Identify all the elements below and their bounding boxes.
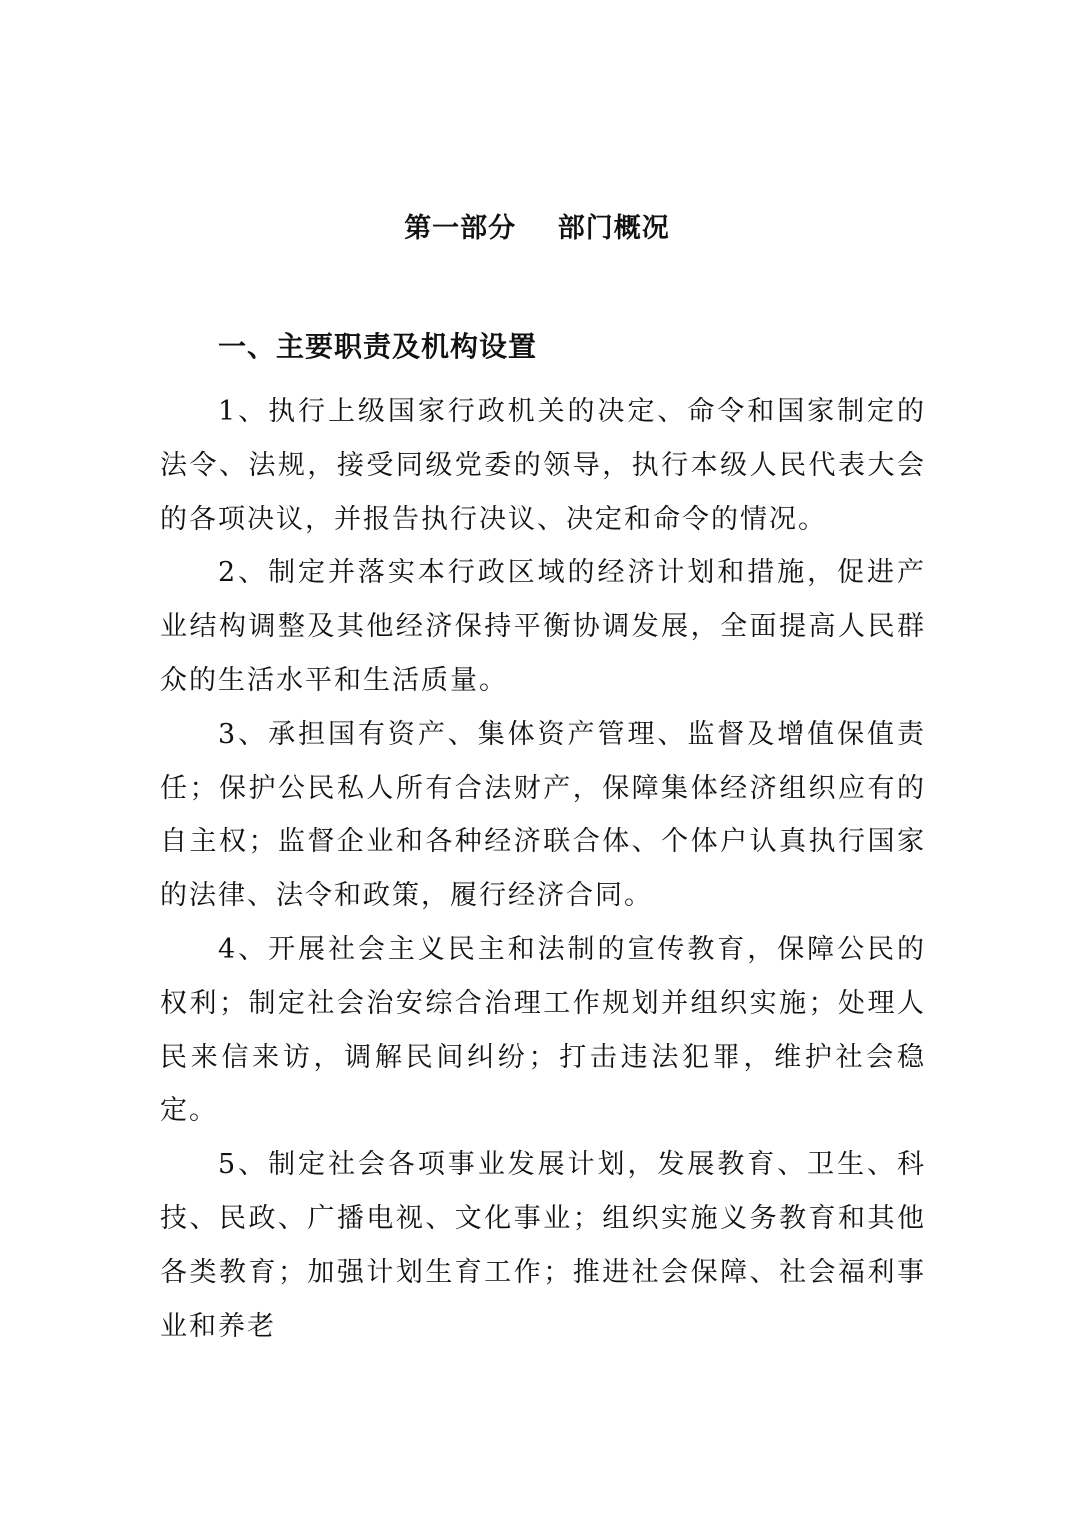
paragraph-3: 3、承担国有资产、集体资产管理、监督及增值保值责任；保护公民私人所有合法财产，保障集体经济组织应有的自主权；监督企业和各种经济联合体、个体户认真执行国家的法律、法令和政策，履行经济合同。 [160,718,926,912]
paragraph-5: 5、制定社会各项事业发展计划，发展教育、卫生、科技、民政、广播电视、文化事业；组织实施义务教育和其他各类教育；加强计划生育工作；推进社会保障、社会福利事业和养老 [160,1149,926,1342]
body-text [160,385,926,1353]
page-title: 第一部分 部门概况 [404,213,670,244]
paragraph-2: 2、制定并落实本行政区域的经济计划和措施，促进产业结构调整及其他经济保持平衡协调发展，全面提高人民群众的生活水平和生活质量。 [160,557,926,696]
paragraph-1: 1、执行上级国家行政机关的决定、命令和国家制定的法令、法规，接受同级党委的领导，执行本级人民代表大会的各项决议，并报告执行决议、决定和命令的情况。 [160,396,926,535]
section-heading: 一、主要职责及机构设置 [218,330,538,363]
paragraph-4: 4、开展社会主义民主和法制的宣传教育，保障公民的权利；制定社会治安综合治理工作规划并组织实施；处理人民来信来访，调解民间纠纷；打击违法犯罪，维护社会稳定。 [160,933,926,1127]
